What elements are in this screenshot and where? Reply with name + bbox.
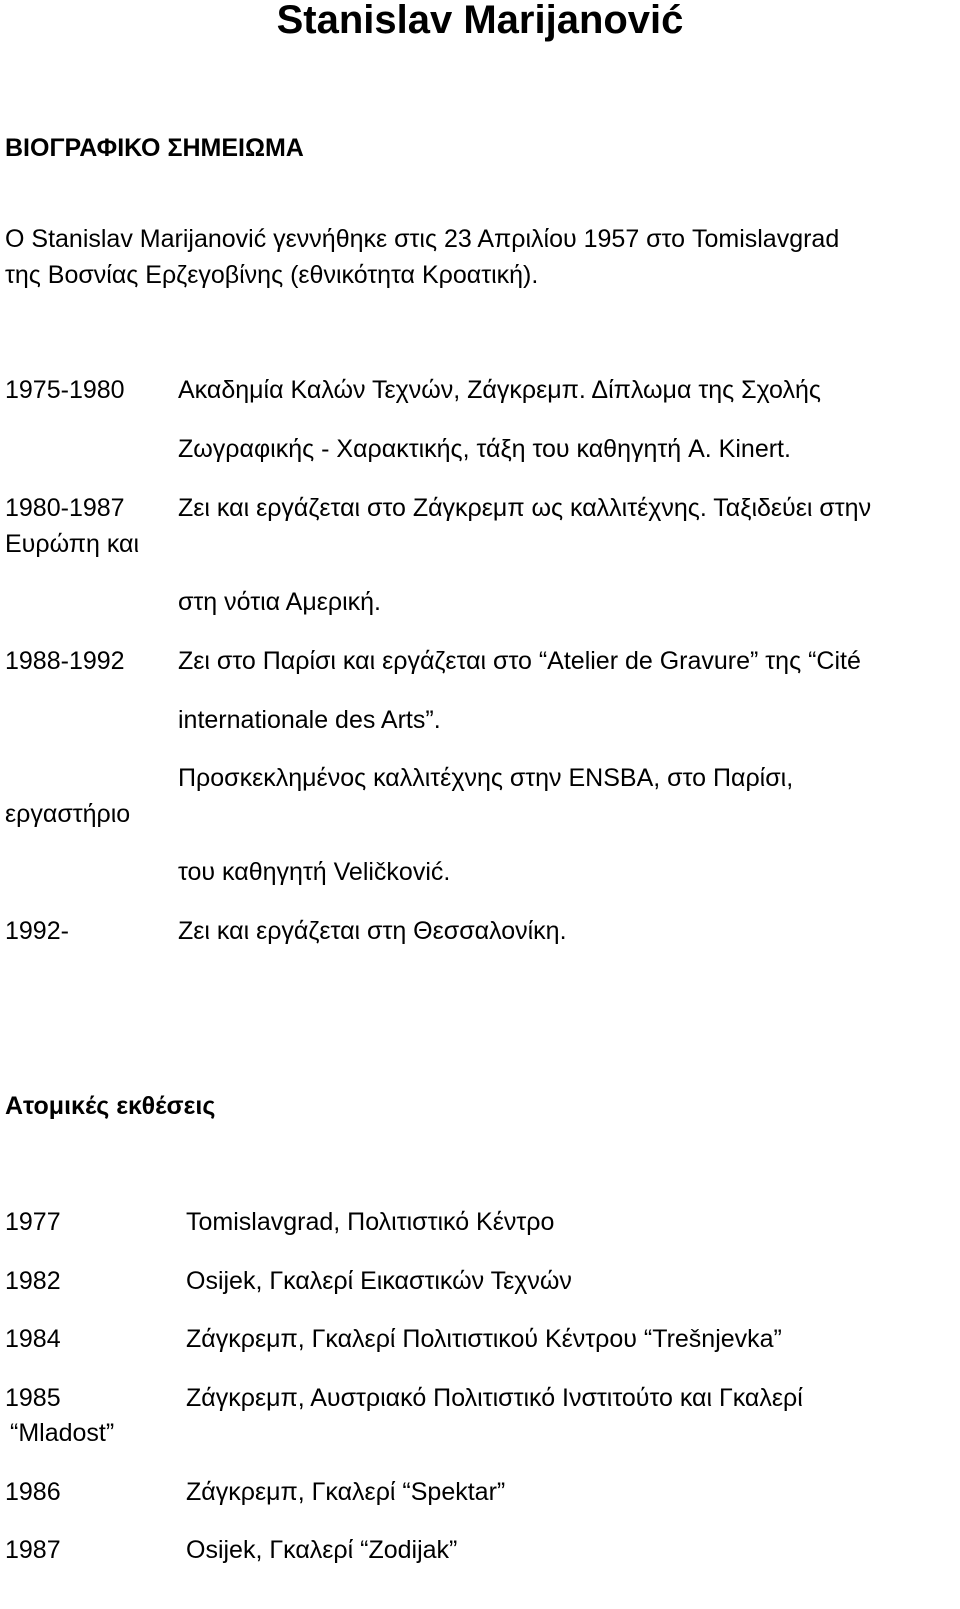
timeline-text: Ζει και εργάζεται στη Θεσσαλονίκη. bbox=[178, 917, 567, 945]
exhibitions-heading: Ατομικές εκθέσεις bbox=[5, 1092, 216, 1120]
timeline-year: 1975-1980 bbox=[5, 376, 125, 404]
exhibition-desc: Osijek, Γκαλερί Εικαστικών Τεχνών bbox=[186, 1267, 572, 1295]
exhibition-desc: Ζάγκρεμπ, Γκαλερί “Spektar” bbox=[186, 1478, 506, 1506]
timeline-text: στη νότια Αμερική. bbox=[178, 588, 382, 616]
exhibition-desc: Osijek, Γκαλερί “Zodijak” bbox=[186, 1536, 458, 1564]
timeline-text: του καθηγητή Veličković. bbox=[178, 858, 451, 886]
timeline-text: Ζει και εργάζεται στο Ζάγκρεμπ ως καλλιτέχνης. Ταξιδεύει στην bbox=[178, 494, 872, 522]
bio-heading: ΒΙΟΓΡΑΦΙΚΟ ΣΗΜΕΙΩΜΑ bbox=[5, 134, 304, 162]
timeline-text: Ζει στο Παρίσι και εργάζεται στο “Atelier de Gravure” της “Cité bbox=[178, 647, 861, 675]
exhibition-year: 1977 bbox=[5, 1208, 61, 1236]
timeline-year-cont: Ευρώπη και bbox=[5, 530, 140, 558]
exhibition-desc: Tomislavgrad, Πολιτιστικό Κέντρο bbox=[186, 1208, 555, 1236]
exhibition-year: 1986 bbox=[5, 1478, 61, 1506]
timeline-text: internationale des Arts”. bbox=[178, 706, 441, 734]
exhibition-year: 1987 bbox=[5, 1536, 61, 1564]
exhibition-desc-cont: “Mladost” bbox=[10, 1419, 115, 1447]
timeline-text: Ακαδημία Καλών Τεχνών, Ζάγκρεμπ. Δίπλωμα της Σχολής bbox=[178, 376, 821, 404]
exhibition-desc: Ζάγκρεμπ, Αυστριακό Πολιτιστικό Ινστιτούτο και Γκαλερί bbox=[186, 1384, 803, 1412]
exhibition-desc: Ζάγκρεμπ, Γκαλερί Πολιτιστικού Κέντρου “Trešnjevka” bbox=[186, 1325, 782, 1353]
intro-line: Ο Stanislav Marijanović γεννήθηκε στις 23 Απριλίου 1957 στο Tomislavgrad bbox=[5, 225, 840, 253]
timeline-year: 1988-1992 bbox=[5, 647, 125, 675]
timeline-text: Προσκεκλημένος καλλιτέχνης στην ENSBA, στο Παρίσι, bbox=[178, 764, 794, 792]
timeline-text: Ζωγραφικής - Χαρακτικής, τάξη του καθηγητή A. Kinert. bbox=[178, 435, 791, 463]
timeline-year: 1980-1987 bbox=[5, 494, 125, 522]
exhibition-year: 1985 bbox=[5, 1384, 61, 1412]
exhibition-year: 1982 bbox=[5, 1267, 61, 1295]
timeline-year: 1992- bbox=[5, 917, 69, 945]
timeline-year-cont: εργαστήριο bbox=[5, 800, 131, 828]
page-title: Stanislav Marijanović bbox=[276, 0, 684, 42]
exhibition-year: 1984 bbox=[5, 1325, 61, 1353]
intro-line: της Βοσνίας Ερζεγοβίνης (εθνικότητα Κροατική). bbox=[5, 261, 539, 289]
